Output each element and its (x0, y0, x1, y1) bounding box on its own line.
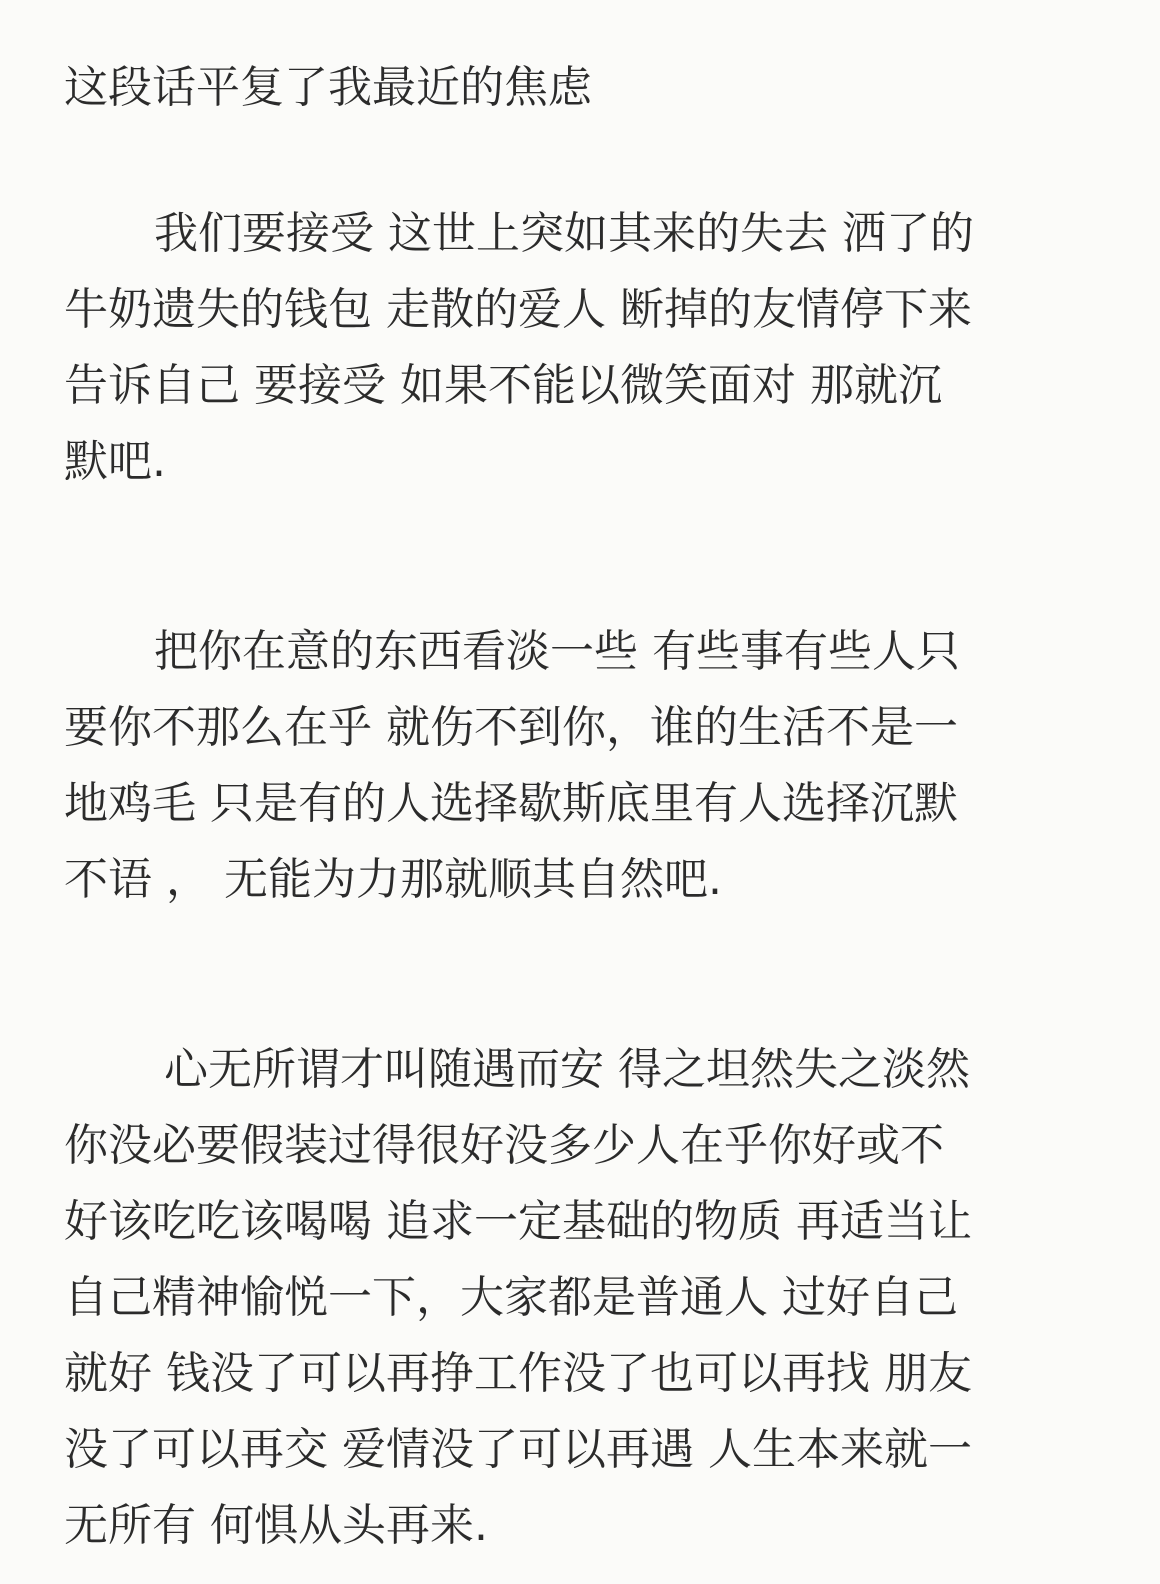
paragraph-line: 就好 钱没了可以再挣工作没了也可以再找 朋友 (64, 1348, 972, 1399)
paragraph-line: 无所有 何惧从头再来. (64, 1500, 488, 1551)
paragraph-line: 告诉自己 要接受 如果不能以微笑面对 那就沉 (64, 360, 942, 411)
paragraph-line: 地鸡毛 只是有的人选择歇斯底里有人选择沉默 (64, 778, 958, 829)
paragraph-line: 我们要接受 这世上突如其来的失去 洒了的 (154, 208, 974, 259)
paragraph-line: 要你不那么在乎 就伤不到你，谁的生活不是一 (64, 702, 958, 753)
article-title: 这段话平复了我最近的焦虑 (64, 62, 592, 113)
paragraph-line: 自己精神愉悦一下，大家都是普通人 过好自己 (64, 1272, 958, 1323)
paragraph-line: 把你在意的东西看淡一些 有些事有些人只 (154, 626, 960, 677)
paragraph-line: 你没必要假装过得很好没多少人在乎你好或不 (64, 1120, 944, 1171)
article (64, 50, 1124, 1564)
paragraph-line: 好该吃吃该喝喝 追求一定基础的物质 再适当让 (64, 1196, 972, 1247)
paragraph-1 (64, 196, 1124, 500)
paragraph-line: 没了可以再交 爱情没了可以再遇 人生本来就一 (64, 1424, 972, 1475)
paragraph-3 (64, 1032, 1124, 1564)
paragraph-2 (64, 614, 1124, 918)
paragraph-line: 默吧. (64, 436, 166, 487)
paragraph-line: 牛奶遗失的钱包 走散的爱人 断掉的友情停下来 (64, 284, 972, 335)
paragraph-line: 心无所谓才叫随遇而安 得之坦然失之淡然 (164, 1044, 970, 1095)
paragraph-line: 不语 ， 无能为力那就顺其自然吧. (64, 854, 722, 905)
